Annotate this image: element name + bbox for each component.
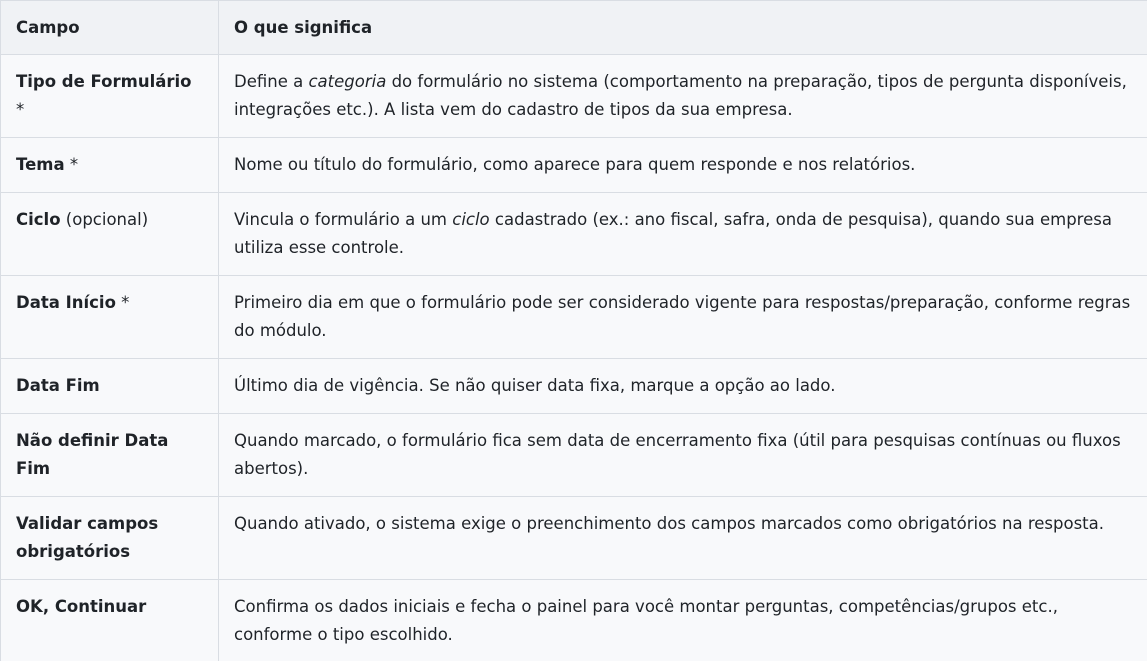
field-cell [1,276,219,359]
field-name: Tema [16,155,65,174]
table-row [1,55,1147,138]
description-cell: Primeiro dia em que o formulário pode ser considerado vigente para respostas/preparação, conforme regras do módulo. [219,276,1147,359]
field-cell: Validar campos obrigatórios [1,497,219,580]
table-row [1,414,1147,497]
field-cell: Não definir Data Fim [1,414,219,497]
field-cell: OK, Continuar [1,580,219,661]
description-text: Vincula o formulário a um [234,210,453,229]
header-o-que-significa: O que significa [219,1,1147,55]
table-row [1,497,1147,580]
table-row [1,276,1147,359]
field-name: Tipo de Formulário [16,72,192,91]
table-row [1,359,1147,414]
description-cell: Nome ou título do formulário, como aparece para quem responde e nos relatórios. [219,138,1147,193]
field-name: Data Início [16,293,116,312]
optional-note: (opcional) [60,210,149,229]
required-marker: * [16,100,25,119]
required-marker: * [115,293,130,312]
field-cell [1,55,219,138]
description-emphasis: categoria [308,72,387,91]
field-cell: Data Fim [1,359,219,414]
table-row [1,138,1147,193]
description-cell: Último dia de vigência. Se não quiser data fixa, marque a opção ao lado. [219,359,1147,414]
description-cell: Confirma os dados iniciais e fecha o painel para você montar perguntas, competências/grupos etc., conforme o tipo escolhido. [219,580,1147,661]
description-cell [219,193,1147,276]
field-cell [1,138,219,193]
required-marker: * [64,155,79,174]
description-text: cadastrado (ex.: ano fiscal, safra, onda de pesquisa), quando sua empresa utiliza esse controle. [234,210,1112,257]
description-emphasis: ciclo [452,210,490,229]
field-cell [1,193,219,276]
field-name: Ciclo [16,210,61,229]
table-row [1,193,1147,276]
table-row [1,580,1147,661]
description-text: Define a [234,72,309,91]
description-text: do formulário no sistema (comportamento na preparação, tipos de pergunta disponíveis, integrações etc.). A lista vem do cadastro de tipos da sua empresa. [234,72,1127,119]
description-cell: Quando marcado, o formulário fica sem data de encerramento fixa (útil para pesquisas contínuas ou fluxos abertos). [219,414,1147,497]
header-campo: Campo [1,1,219,55]
table-header-row [1,1,1147,55]
description-cell [219,55,1147,138]
description-cell: Quando ativado, o sistema exige o preenchimento dos campos marcados como obrigatórios na resposta. [219,497,1147,580]
